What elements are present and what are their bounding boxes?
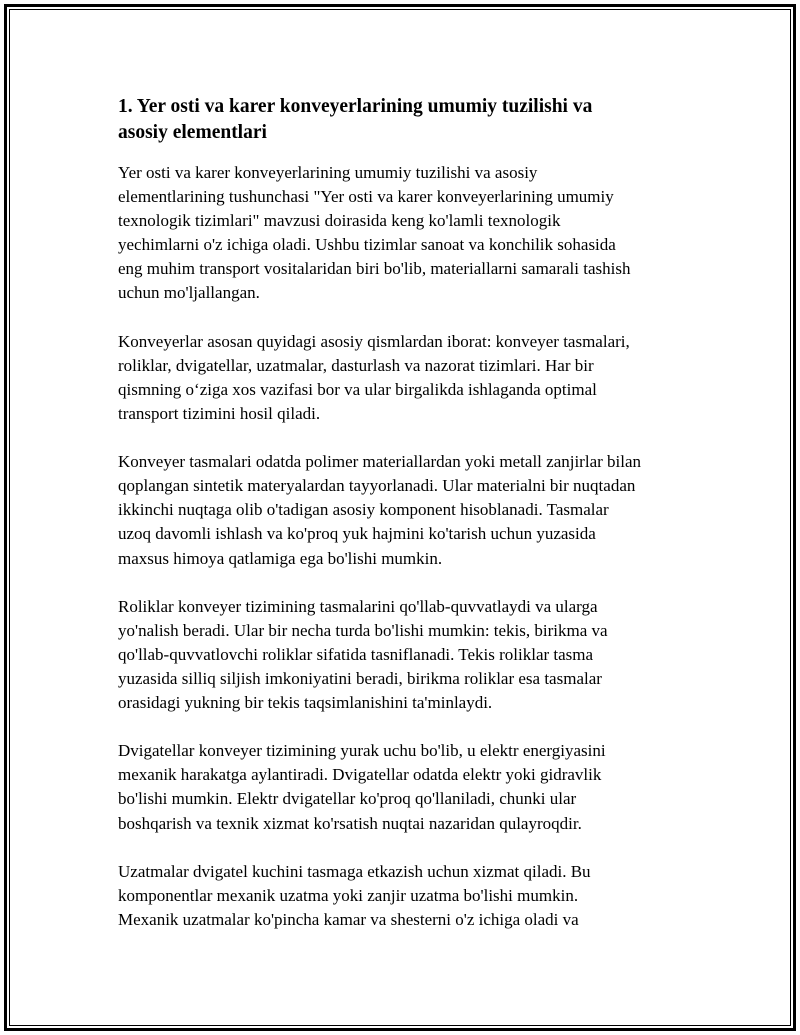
paragraph-intro xyxy=(118,161,718,306)
paragraph-line: yo'nalish beradi. Ular bir necha turda bo'lishi mumkin: tekis, birikma va xyxy=(118,620,608,640)
paragraph-line: Mexanik uzatmalar ko'pincha kamar va shesterni o'z ichiga oladi va xyxy=(118,909,579,929)
paragraph-rollers xyxy=(118,595,718,715)
paragraph-line: uzoq davomli ishlash va ko'proq yuk hajmini ko'tarish uchun yuzasida xyxy=(118,524,596,544)
paragraph-line: yechimlarni o'z ichiga oladi. Ushbu tizimlar sanoat va konchilik sohasida xyxy=(118,235,616,255)
section-heading xyxy=(118,94,718,146)
paragraph-line: komponentlar mexanik uzatma yoki zanjir uzatma bo'lishi mumkin. xyxy=(118,885,579,905)
paragraph-line: boshqarish va texnik xizmat ko'rsatish nuqtai nazaridan qulayroqdir. xyxy=(118,813,582,833)
paragraph-line: uchun mo'ljallangan. xyxy=(118,283,260,303)
paragraph-motors xyxy=(118,739,718,835)
heading-line: 1. Yer osti va karer konveyerlarining umumiy tuzilishi va xyxy=(118,96,593,117)
document-content xyxy=(118,94,718,956)
paragraph-line: yuzasida silliq siljish imkoniyatini beradi, birikma roliklar esa tasmalar xyxy=(118,668,602,688)
paragraph-line: maxsus himoya qatlamiga ega bo'lishi mumkin. xyxy=(118,548,443,568)
paragraph-line: transport tizimini hosil qiladi. xyxy=(118,403,321,423)
paragraph-line: Konveyerlar asosan quyidagi asosiy qismlardan iborat: konveyer tasmalari, xyxy=(118,331,630,351)
paragraph-line: ikkinchi nuqtaga olib o'tadigan asosiy komponent hisoblanadi. Tasmalar xyxy=(118,500,609,520)
paragraph-line: qo'llab-quvvatlovchi roliklar sifatida tasniflanadi. Tekis roliklar tasma xyxy=(118,644,594,664)
heading-line: asosiy elementlari xyxy=(118,122,267,143)
paragraph-line: Konveyer tasmalari odatda polimer materiallardan yoki metall zanjirlar bilan xyxy=(118,452,642,472)
paragraph-line: Uzatmalar dvigatel kuchini tasmaga etkazish uchun xizmat qiladi. Bu xyxy=(118,861,591,881)
paragraph-components xyxy=(118,330,718,426)
paragraph-line: eng muhim transport vositalaridan biri bo'lib, materiallarni samarali tashish xyxy=(118,259,631,279)
paragraph-line: texnologik tizimlari" mavzusi doirasida keng ko'lamli texnologik xyxy=(118,211,561,231)
paragraph-line: Dvigatellar konveyer tizimining yurak uchu bo'lib, u elektr energiyasini xyxy=(118,741,606,761)
paragraph-line: qismning o‘ziga xos vazifasi bor va ular birgalikda ishlaganda optimal xyxy=(118,379,597,399)
paragraph-line: mexanik harakatga aylantiradi. Dvigatellar odatda elektr yoki gidravlik xyxy=(118,765,602,785)
paragraph-line: Yer osti va karer konveyerlarining umumiy tuzilishi va asosiy xyxy=(118,163,538,182)
paragraph-line: qoplangan sintetik materyalardan tayyorlanadi. Ular materialni bir nuqtadan xyxy=(118,476,636,496)
paragraph-line: elementlarining tushunchasi "Yer osti va karer konveyerlarining umumiy xyxy=(118,187,614,207)
paragraph-line: bo'lishi mumkin. Elektr dvigatellar ko'proq qo'llaniladi, chunki ular xyxy=(118,789,577,809)
paragraph-transmissions xyxy=(118,860,718,932)
paragraph-line: Roliklar konveyer tizimining tasmalarini qo'llab-quvvatlaydi va ularga xyxy=(118,596,598,616)
paragraph-belts xyxy=(118,450,718,570)
paragraph-line: roliklar, dvigatellar, uzatmalar, dasturlash va nazorat tizimlari. Har bir xyxy=(118,355,594,375)
paragraph-line: orasidagi yukning bir tekis taqsimlanishini ta'minlaydi. xyxy=(118,693,493,713)
